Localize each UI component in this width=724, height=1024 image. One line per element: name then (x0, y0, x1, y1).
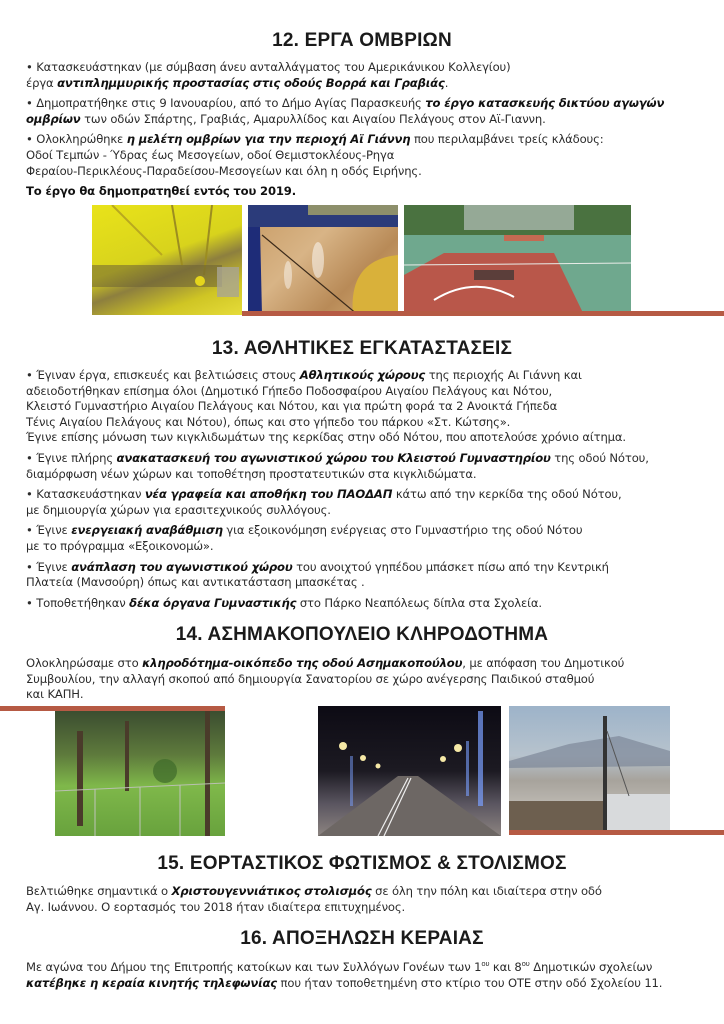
section-13-body (26, 368, 716, 611)
text-span: Φεραίου-Περικλέους-Παραδείσου-Μεσογείων και όλη η οδός Ειρήνης. (26, 163, 422, 178)
paragraph (26, 523, 716, 554)
text-line (26, 687, 716, 703)
text-span: Συμβουλίου, την αλλαγή σκοπού από δημιουργία Σανατορίου σε χώρο ανέγερσης Παιδικού σταθμού (26, 671, 595, 686)
text-line (26, 467, 716, 483)
photo-wooded-lot (55, 711, 225, 836)
text-line (26, 96, 716, 112)
text-line (26, 451, 716, 467)
text-line (26, 164, 716, 180)
text-line (26, 960, 716, 976)
text-line (26, 487, 716, 503)
text-line (26, 112, 716, 128)
emphasis-text: Χριστουγεννιάτικος στολισμός (171, 884, 372, 898)
paragraph (26, 656, 716, 703)
trees-illustration (55, 711, 225, 836)
emphasis-text: το έργο κατασκευής δικτύου αγωγών (425, 96, 665, 111)
text-span: αδειοδοτήθηκαν επίσημα όλοι (Δημοτικό Γήπεδο Ποδοσφαίρου Αιγαίου Πελάγους και Νότου, (26, 383, 553, 398)
text-span: • Κατασκευάστηκαν (με σύμβαση άνευ ανταλλάγματος του Αμερικάνικου Κολλεγίου) (26, 60, 511, 74)
text-line (26, 503, 716, 519)
text-line (26, 415, 716, 431)
emphasis-text: νέα γραφεία και αποθήκη του ΠΑΟΔΑΠ (144, 487, 393, 502)
excavation-illustration (92, 205, 242, 315)
text-span: • Έγινε (26, 559, 72, 574)
text-span: Ολοκληρώσαμε στο (26, 656, 143, 670)
text-span: στο Πάρκο Νεαπόλεως δίπλα στα Σχολεία. (296, 595, 542, 610)
paragraph (26, 132, 716, 179)
emphasis-text: ανάπλαση του αγωνιστικού χώρου (71, 559, 293, 574)
text-span: • Τοποθετήθηκαν (26, 595, 130, 610)
ordinal-superscript: ου (521, 960, 530, 969)
text-span: • Ολοκληρώθηκε (26, 132, 127, 147)
text-span: Πλατεία (Μανσούρη) όπως και αντικατάσταση μπασκέτας . (26, 575, 365, 590)
text-span: της οδού Νότου, (550, 450, 649, 465)
text-line (26, 560, 716, 576)
text-span: των οδών Σπάρτης, Γραβιάς, Αμαρυλλίδος και Αιγαίου Πελάγους στον Αϊ-Γιαννη. (80, 111, 546, 126)
section-12-title: 12. ΕΡΓΑ ΟΜΒΡΙΩΝ (272, 30, 452, 51)
section-14-title: 14. ΑΣΗΜΑΚΟΠΟΥΛΕΙΟ ΚΛΗΡΟΔΟΤΗΜΑ (175, 624, 549, 645)
paragraph (26, 96, 716, 127)
text-span: με το πρόγραμμα «Εξοικονομώ». (26, 538, 214, 553)
text-span: κάτω από την κερκίδα της οδού Νότου, (392, 487, 622, 502)
text-line (26, 132, 716, 148)
text-span: Έγινε επίσης μόνωση των κιγκλιδωμάτων της κερκίδας στην οδό Νότου, που αποτελούσε χρόνιο αίτημα. (26, 430, 626, 445)
text-span: και ΚΑΠΗ. (26, 687, 84, 702)
emphasis-text: ενεργειακή αναβάθμιση (71, 523, 223, 538)
text-span: έργα (26, 75, 58, 90)
text-span: Αγ. Ιωάννου. Ο εορτασμός του 2018 ήταν ιδιαίτερα επιτυχημένος. (26, 899, 406, 914)
emphasis-text: αντιπλημμυρικής προστασίας στις οδούς Βορρά και Γραβιάς (57, 75, 445, 90)
text-span: Βελτιώθηκε σημαντικά ο (26, 884, 172, 898)
paragraph (26, 560, 716, 591)
text-span: του ανοιχτού γηπέδου μπάσκετ πίσω από την Κεντρική (292, 559, 609, 574)
text-line (26, 900, 716, 916)
section-12-body (26, 60, 716, 200)
text-span: για εξοικονόμηση ενέργειας στο Γυμναστήριο της οδού Νότου (222, 523, 583, 538)
text-span: • Έγιναν έργα, επισκευές και βελτιώσεις στους (26, 368, 300, 382)
photo-basketball-court (404, 205, 631, 315)
text-span: Το έργο θα δημοπρατηθεί εντός του 2019. (26, 184, 296, 199)
paragraph (26, 184, 716, 200)
emphasis-text: κληροδότημα-οικόπεδο της οδού Ασημακοπούλου (142, 656, 463, 670)
emphasis-text: δέκα όργανα Γυμναστικής (129, 595, 297, 610)
section-15-title: 15. ΕΟΡΤΑΣΤΙΚΟΣ ΦΩΤΙΣΜΟΣ & ΣΤΟΛΙΣΜΟΣ (157, 853, 567, 874)
text-span: Τένις Αιγαίου Πελάγους και Νότου), όπως και στο γήπεδο του πάρκου «Στ. Κώτσης». (26, 414, 511, 429)
text-line (26, 976, 716, 992)
section-16-body (26, 960, 716, 991)
text-span: . (444, 75, 449, 90)
text-line (26, 596, 716, 612)
basketball-court-illustration (404, 205, 631, 315)
text-span: • Δημοπρατήθηκε στις 9 Ιανουαρίου, από το Δήμο Αγίας Παρασκευής (26, 96, 426, 111)
emphasis-text: ομβρίων (26, 111, 81, 126)
antenna-illustration (509, 706, 670, 830)
text-line (26, 76, 716, 92)
accent-bar-1 (242, 311, 724, 316)
text-line (26, 656, 716, 672)
text-span: Δημοτικών σχολείων (529, 960, 653, 974)
ordinal-superscript: ου (481, 960, 490, 969)
text-span: σε όλη την πόλη και ιδιαίτερα στην οδό (371, 884, 602, 898)
text-span: με δημιουργία χώρων για ερασιτεχνικούς συλλόγους. (26, 502, 331, 517)
text-line (26, 430, 716, 446)
photo-gymnasium (248, 205, 398, 315)
photo-night-street (318, 706, 501, 836)
paragraph (26, 960, 716, 991)
text-span: της περιοχής Αι Γιάννη και (425, 368, 582, 382)
emphasis-text: ανακατασκευή του αγωνιστικού χώρου του Κλειστού Γυμναστηρίου (116, 450, 551, 465)
text-span: • Κατασκευάστηκαν (26, 487, 145, 502)
text-span: Κλειστό Γυμναστήριο Αιγαίου Πελάγους και Νότου, και για πρώτη φορά τα 2 Ανοικτά Γήπεδα (26, 399, 558, 414)
text-line (26, 60, 716, 76)
section-15-body (26, 884, 716, 915)
paragraph (26, 884, 716, 915)
paragraph (26, 60, 716, 91)
text-span: Με αγώνα του Δήμου της Επιτροπής κατοίκων και των Συλλόγων Γονέων των 1 (26, 960, 482, 974)
text-span: • Έγινε (26, 523, 72, 538)
text-line (26, 148, 716, 164)
text-line (26, 184, 716, 200)
text-span: διαμόρφωση νέων χώρων και τοποθέτηση προστατευτικών στα κιγκλιδώματα. (26, 466, 477, 481)
text-line (26, 575, 716, 591)
accent-bar-3 (509, 830, 724, 835)
text-span: • Έγινε πλήρης (26, 450, 117, 465)
emphasis-text: κατέβηκε η κεραία κινητής τηλεφωνίας (26, 975, 278, 990)
photo-antenna (509, 706, 670, 830)
text-line (26, 884, 716, 900)
text-line (26, 672, 716, 688)
text-line (26, 523, 716, 539)
section-16-title: 16. ΑΠΟΞΗΛΩΣΗ ΚΕΡΑΙΑΣ (240, 928, 484, 949)
gym-floor-illustration (248, 205, 398, 315)
street-lights-illustration (318, 706, 501, 836)
paragraph (26, 368, 716, 446)
text-line (26, 399, 716, 415)
text-span: , με απόφαση του Δημοτικού (462, 656, 625, 670)
text-line (26, 368, 716, 384)
paragraph (26, 596, 716, 612)
text-span: που περιλαμβάνει τρείς κλάδους: (410, 132, 604, 147)
paragraph (26, 451, 716, 482)
section-14-body (26, 656, 716, 703)
photo-excavation (92, 205, 242, 315)
text-span: Οδοί Τεμπών - Ύδρας έως Μεσογείων, οδοί Θεμιστοκλέους-Ρηγα (26, 147, 395, 162)
text-line (26, 384, 716, 400)
emphasis-text: η μελέτη ομβρίων για την περιοχή Αϊ Γιάννη (126, 132, 411, 147)
text-span: και 8 (489, 960, 522, 974)
section-13-title: 13. ΑΘΛΗΤΙΚΕΣ ΕΓΚΑΤΑΣΤΑΣΕΙΣ (211, 338, 513, 359)
text-line (26, 539, 716, 555)
emphasis-text: Αθλητικούς χώρους (299, 368, 426, 382)
text-span: που ήταν τοποθετημένη στο κτίριο του ΟΤΕ στην οδό Σχολείου 11. (277, 975, 663, 990)
paragraph (26, 487, 716, 518)
